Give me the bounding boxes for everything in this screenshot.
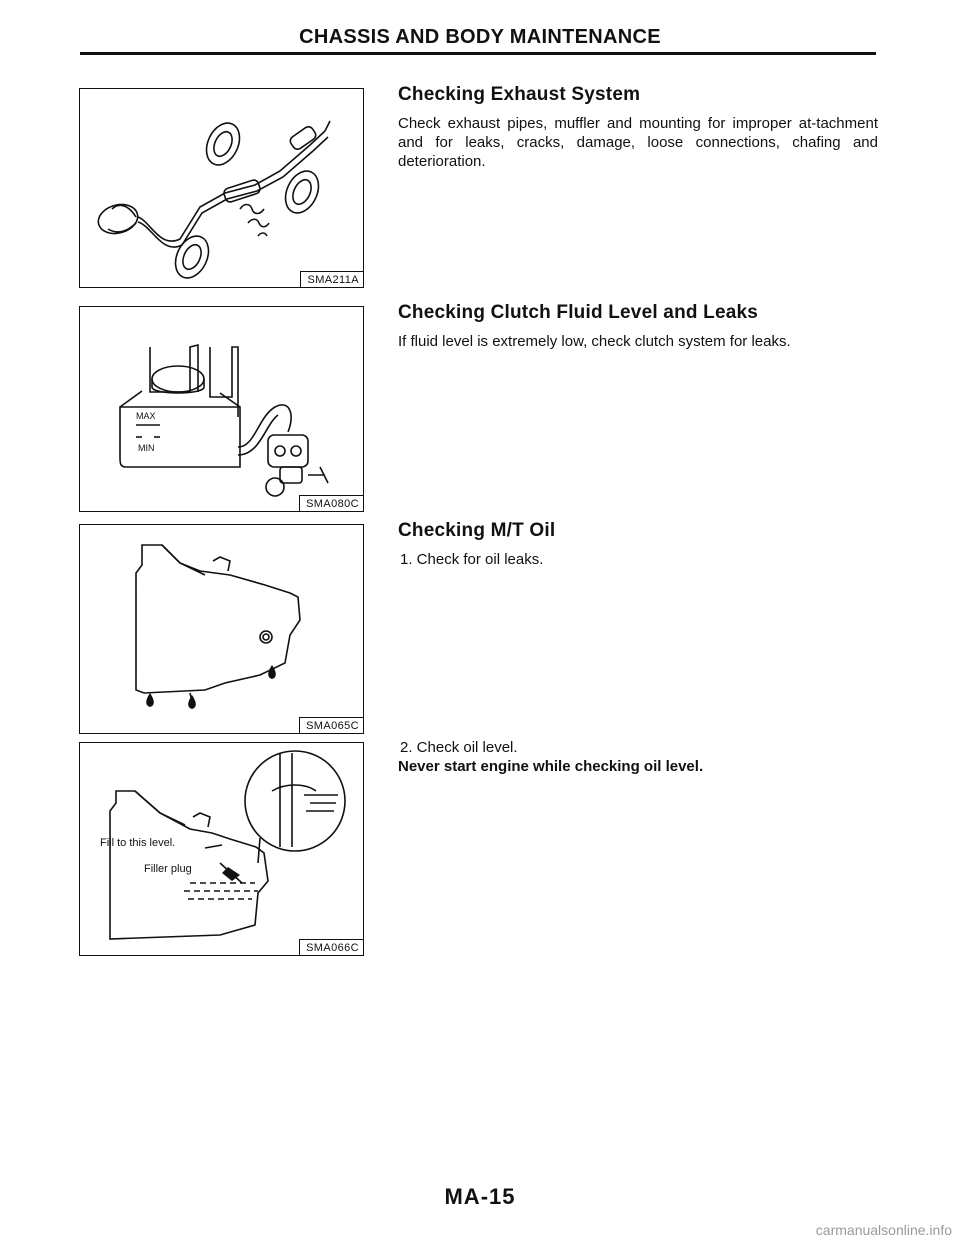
clutch-reservoir-illustration [80,307,363,511]
figure-code: SMA066C [299,939,363,955]
section-exhaust [398,84,878,171]
step-1: 1. Check for oil leaks. [400,551,544,568]
section-title: Checking Clutch Fluid Level and Leaks [398,302,759,323]
section-body: Check exhaust pipes, muffler and mounting for improper at-tachment and for leaks, cracks, damage, loose connections, chafing and deterioration. [398,115,878,170]
max-mark-label: MAX [136,411,156,421]
figure-code: SMA080C [299,495,363,511]
filler-plug-label: Filler plug [144,863,192,875]
figure-mt-oil-leaks [79,524,364,734]
section-mt-oil [398,520,878,569]
figure-mt-oil-level [79,742,364,956]
watermark: carmanualsonline.info [815,1222,952,1238]
min-mark-label: MIN [138,443,155,453]
figure-clutch-reservoir [79,306,364,512]
transmission-fill-illustration [80,743,363,955]
exhaust-system-illustration [80,89,363,287]
section-title: Checking Exhaust System [398,84,641,105]
section-title: Checking M/T Oil [398,520,556,541]
figure-exhaust-system [79,88,364,288]
section-mt-oil-level [398,738,878,776]
section-body: If fluid level is extremely low, check clutch system for leaks. [398,333,791,350]
page-header-title: CHASSIS AND BODY MAINTENANCE [299,26,661,48]
step-2: 2. Check oil level. [400,739,518,756]
transmission-leak-illustration [80,525,363,733]
page-number: MA-15 [444,1184,516,1209]
warning-text: Never start engine while checking oil level. [398,758,704,775]
figure-code: SMA065C [299,717,363,733]
fill-level-label: Fill to this level. [100,837,176,849]
figure-code: SMA211A [300,271,363,287]
header-rule [80,52,876,55]
section-clutch [398,302,878,351]
